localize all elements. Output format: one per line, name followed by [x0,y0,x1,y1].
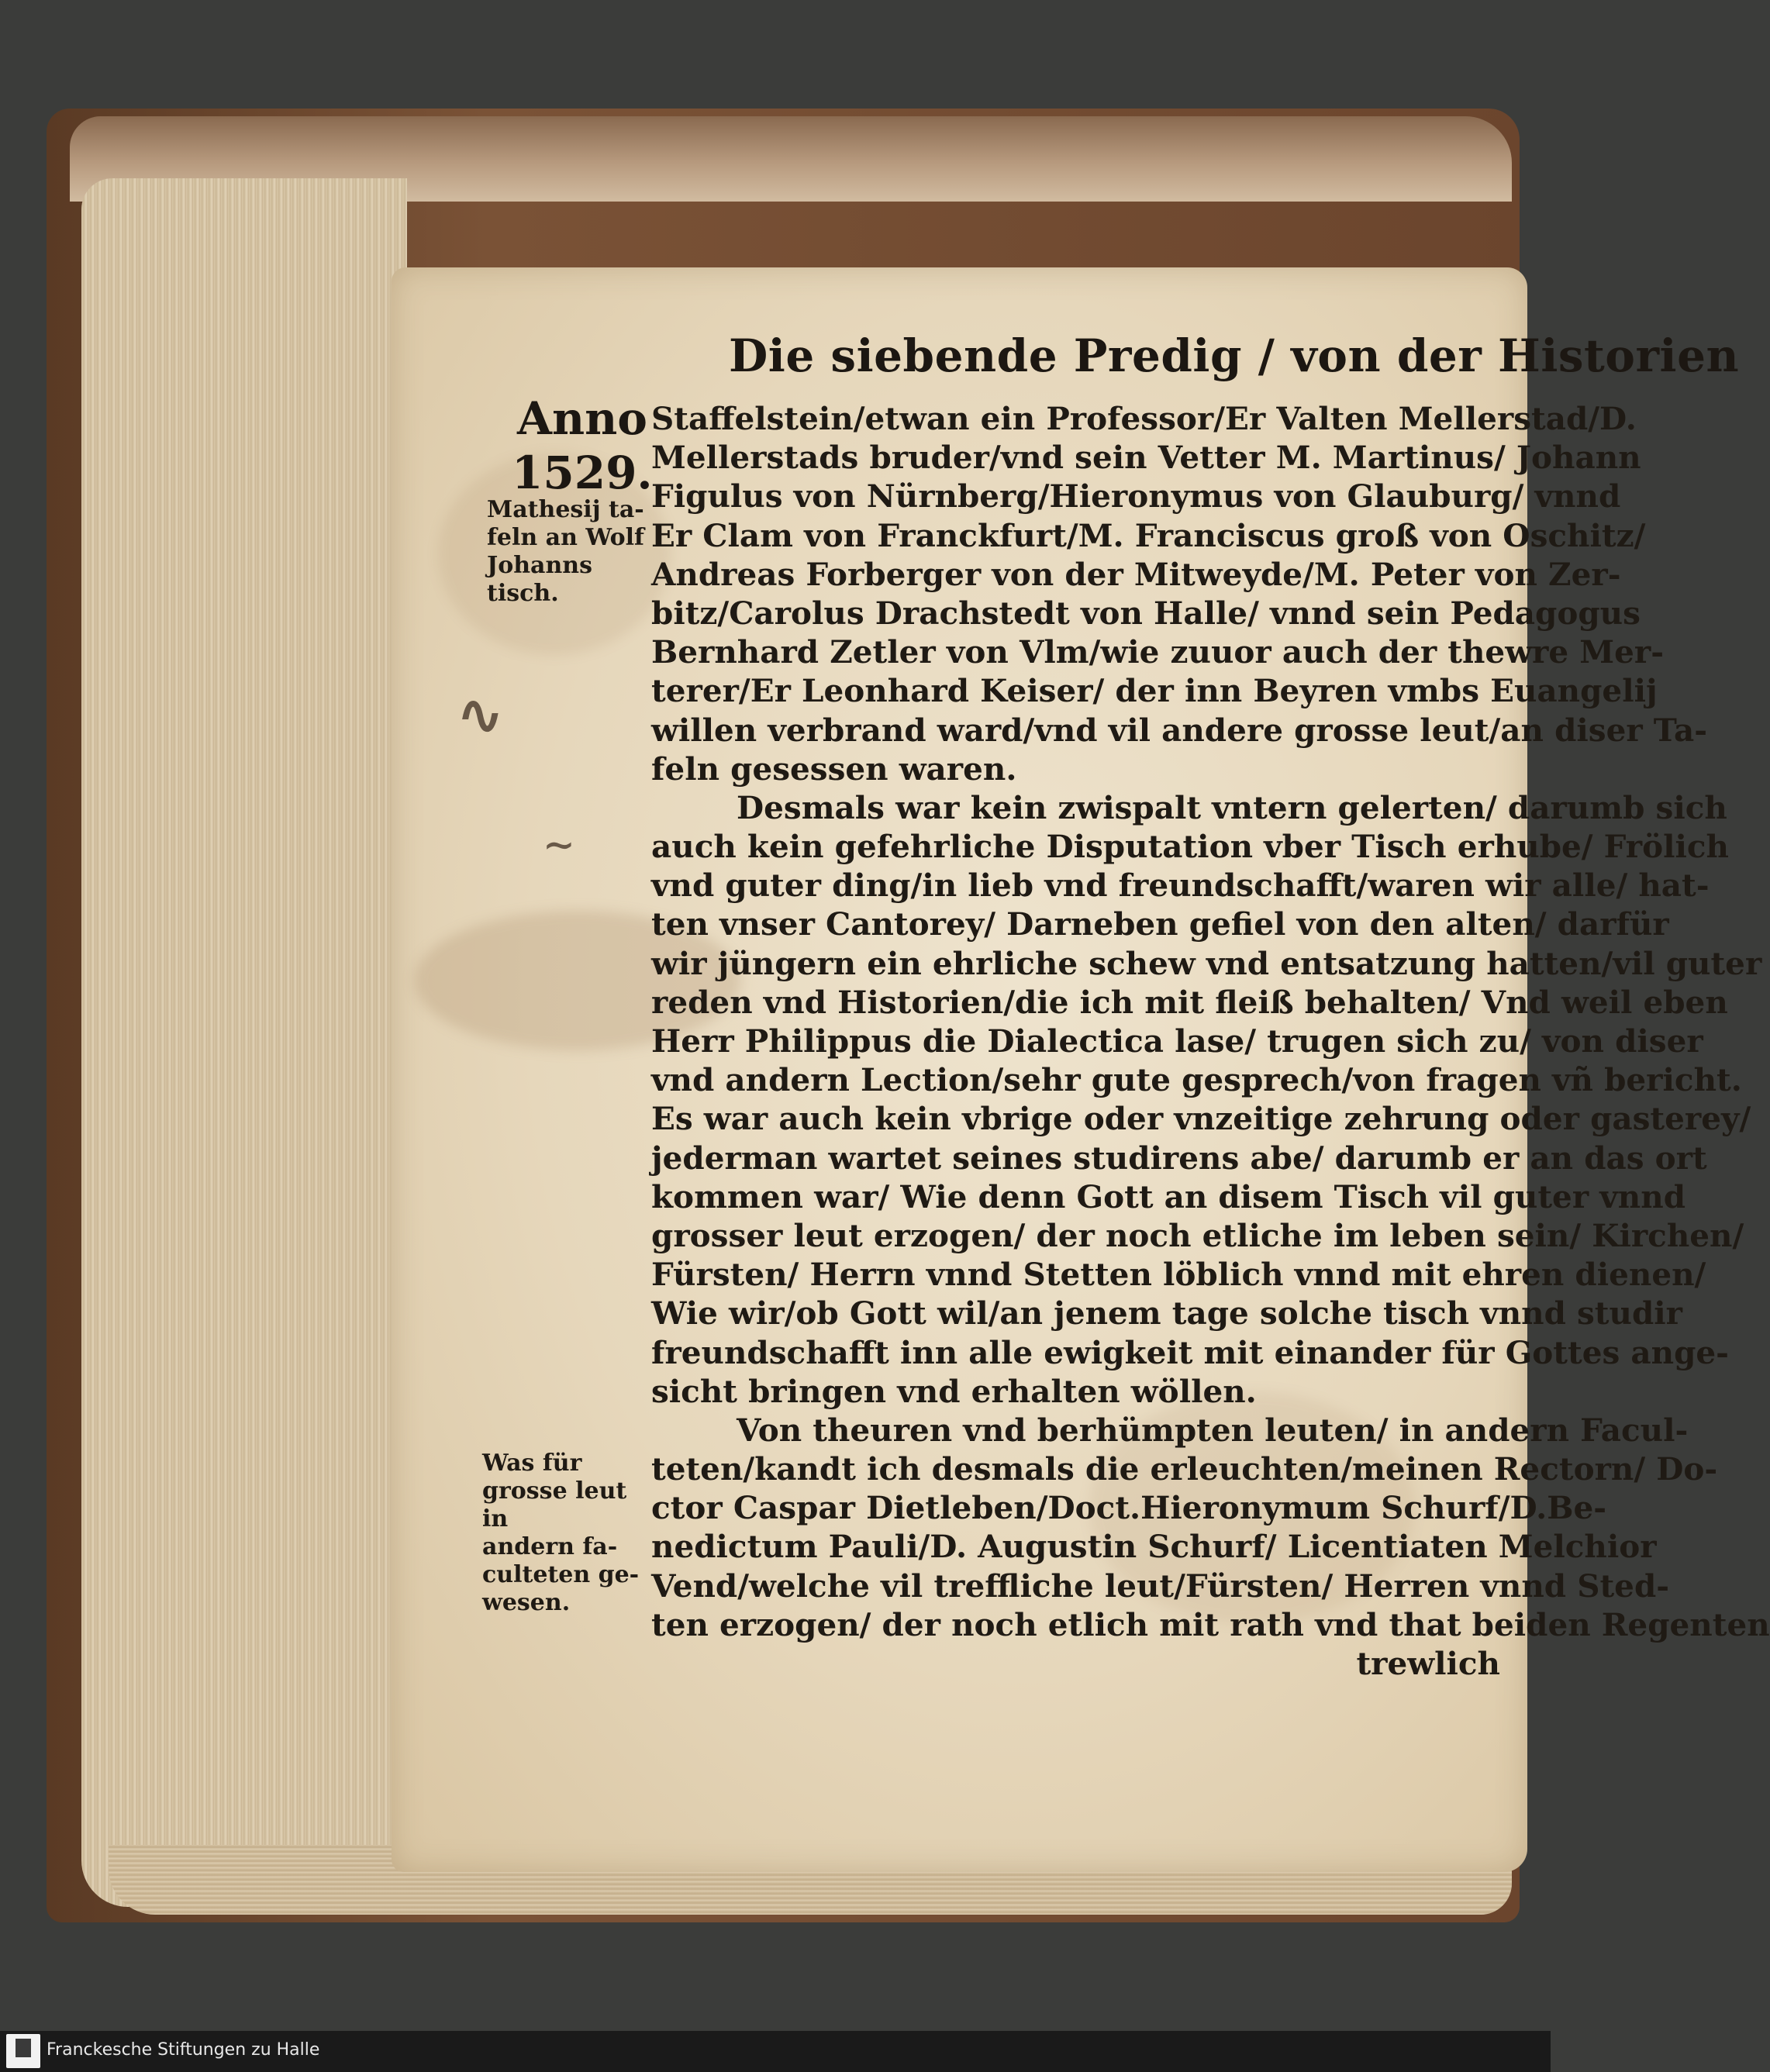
margin-note-line: Mathesij ta- [487,496,644,523]
text-line: Von theuren vnd berhümpten leuten/ in andern Facul- [737,1411,1689,1449]
margin-note-tables [487,496,650,608]
margin-note-line: tisch. [487,580,559,607]
text-line: ten erzogen/ der noch etlich mit rath vnd that beiden Regenten [651,1605,1770,1643]
ink-mark: ∼ [543,822,575,867]
text-line: jederman wartet seines studirens abe/ darumb er an das ort [651,1139,1707,1177]
text-line: ten vnser Cantorey/ Darneben gefiel von den alten/ darfür [651,905,1669,943]
text-line: Staffelstein/etwan ein Professor/Er Valten Mellerstad/D. [651,400,1637,437]
text-line: kommen war/ Wie denn Gott an disem Tisch vil guter vnnd [651,1177,1686,1215]
text-line: grosser leut erzogen/ der noch etliche im leben sein/ Kirchen/ [651,1216,1744,1254]
text-line: Mellerstads bruder/vnd sein Vetter M. Martinus/ Johann [651,439,1641,477]
margin-note-line: andern fa- [482,1533,618,1560]
page-stack-edge [81,178,407,1907]
text-line: freundschafft inn alle ewigkeit mit einander für Gottes ange- [651,1333,1729,1371]
margin-note-faculties [482,1450,649,1617]
text-line: Figulus von Nürnberg/Hieronymus von Glauburg/ vnnd [651,477,1621,515]
margin-note-line: Johanns [487,552,592,579]
margin-year-number: 1529. [512,446,653,499]
text-line: Andreas Forberger von der Mitweyde/M. Peter von Zer- [651,555,1621,593]
text-line: wir jüngern ein ehrliche schew vnd entsatzung hatten/vil guter [651,944,1762,982]
margin-year [512,391,653,500]
text-line: sicht bringen vnd erhalten wöllen. [651,1372,1257,1410]
text-line: Bernhard Zetler von Vlm/wie zuuor auch der thewre Mer- [651,633,1665,671]
text-line: nedictum Pauli/D. Augustin Schurf/ Licentiaten Melchior [651,1528,1657,1566]
text-line: auch kein gefehrliche Disputation vber Tisch erhube/ Frölich [651,828,1729,866]
margin-note-line: Was für [482,1450,582,1477]
text-line: terer/Er Leonhard Keiser/ der inn Beyren vmbs Euangelij [651,672,1658,710]
text-line: ctor Caspar Dietleben/Doct.Hieronymum Schurf/D.Be- [651,1489,1607,1527]
running-title: Die siebende Predig / von der Historien [729,329,1740,382]
text-line: vnd guter ding/in lieb vnd freundschafft/waren wir alle/ hat- [651,867,1710,905]
margin-note-line: culteten ge- [482,1561,640,1588]
text-line: willen verbrand ward/vnd vil andere grosse leut/an diser Ta- [651,711,1708,749]
text-line: Desmals war kein zwispalt vntern gelerten/ darumb sich [737,788,1727,826]
text-line: reden vnd Historien/die ich mit fleiß behalten/ Vnd weil eben [651,983,1728,1021]
text-line: feln gesessen waren. [651,750,1017,788]
margin-year-anno: Anno [516,392,647,445]
text-line: Wie wir/ob Gott wil/an jenem tage solche tisch vnnd studir [651,1295,1682,1332]
institution-logo-icon [6,2034,40,2068]
ink-mark: ∿ [457,682,503,746]
text-line: Fürsten/ Herrn vnnd Stetten löblich vnnd mit ehren dienen/ [651,1256,1706,1294]
text-line: teten/kandt ich desmals die erleuchten/meinen Rectorn/ Do- [651,1450,1718,1488]
text-line: Vend/welche vil treffliche leut/Fürsten/ Herren vnnd Sted- [651,1567,1670,1605]
text-line: Es war auch kein vbrige oder vnzeitige zehrung oder gasterey/ [651,1100,1751,1138]
margin-note-line: grosse leut in [482,1477,627,1532]
logo-mark [16,2039,31,2057]
text-line: Herr Philippus die Dialectica lase/ trugen sich zu/ von diser [651,1022,1703,1060]
text-line: vnd andern Lection/sehr gute gesprech/von fragen vñ bericht. [651,1061,1742,1099]
catchword: trewlich [1356,1645,1500,1682]
main-text-block [651,399,1770,1721]
text-line: Er Clam von Franckfurt/M. Franciscus groß von Oschitz/ [651,516,1646,554]
footer-bar [0,2031,1551,2072]
footer-institution: Franckesche Stiftungen zu Halle [47,2040,320,2060]
text-line: bitz/Carolus Drachstedt von Halle/ vnnd sein Pedagogus [651,594,1641,632]
margin-note-line: feln an Wolf [487,524,644,551]
margin-note-line: wesen. [482,1589,571,1616]
